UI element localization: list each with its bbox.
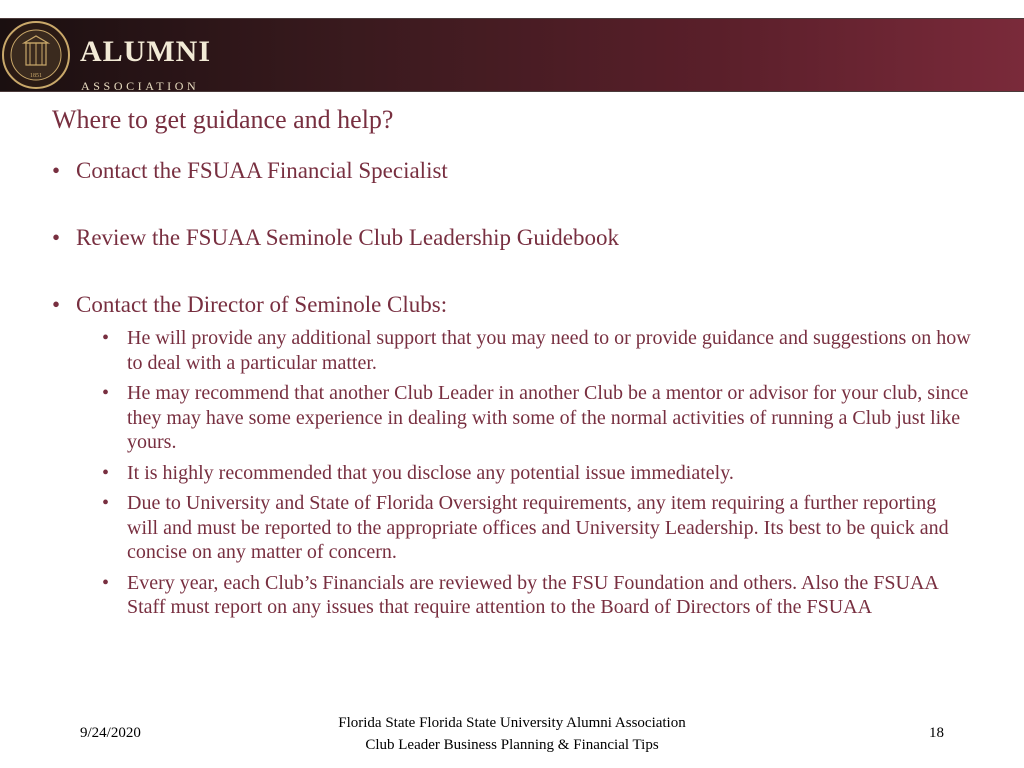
bullet-dot-icon: • xyxy=(102,461,110,484)
header-banner xyxy=(0,18,1024,92)
bullet-item xyxy=(52,223,972,253)
fsu-seal-logo xyxy=(2,21,70,89)
footer-line-1: Florida State Florida State University Alumni Association xyxy=(338,715,686,731)
bullet-text: Contact the Director of Seminole Clubs: xyxy=(76,292,448,317)
bullet-item xyxy=(52,290,972,320)
svg-text:1851: 1851 xyxy=(30,73,42,79)
sub-bullet-item xyxy=(102,571,972,620)
bullet-text: Contact the FSUAA Financial Specialist xyxy=(76,158,448,183)
footer-date: 9/24/2020 xyxy=(80,725,141,741)
bullet-dot-icon: • xyxy=(102,327,110,349)
sub-bullet-item xyxy=(102,491,972,565)
slide-content xyxy=(52,156,972,620)
sub-bullet-text: Every year, each Club’s Financials are reviewed by the FSU Foundation and others. Also the FSUAA Staff must report on any issues that require attention to the Board of Directors of the FSUAA xyxy=(127,571,938,618)
bullet-dot-icon: • xyxy=(52,158,61,183)
footer-center xyxy=(262,712,762,756)
logo-title: ALUMNI xyxy=(80,35,211,68)
page-number: 18 xyxy=(929,725,944,741)
sub-bullet-text: He may recommend that another Club Leader in another Club be a mentor or advisor for your club, since they may have some experience in dealing with some of the normal activities of running a Club just like yours. xyxy=(127,382,969,453)
sub-bullet-item xyxy=(102,381,972,455)
bullet-dot-icon: • xyxy=(102,382,110,404)
bullet-dot-icon: • xyxy=(52,292,61,317)
footer-line-2: Club Leader Business Planning & Financial Tips xyxy=(365,737,659,753)
bullet-dot-icon: • xyxy=(102,492,110,514)
slide-title: Where to get guidance and help? xyxy=(52,105,394,134)
sub-bullet-item xyxy=(102,326,972,375)
bullet-dot-icon: • xyxy=(102,571,110,594)
bullet-item xyxy=(52,156,972,186)
bullet-dot-icon: • xyxy=(52,225,61,250)
sub-bullet-item xyxy=(102,461,972,486)
sub-bullet-text: It is highly recommended that you disclose any potential issue immediately. xyxy=(127,461,734,484)
bullet-text: Review the FSUAA Seminole Club Leadership Guidebook xyxy=(76,225,619,250)
logo-subtitle: ASSOCIATION xyxy=(81,79,200,93)
sub-bullet-text: He will provide any additional support that you may need to or provide guidance and suggestions on how to deal with a particular matter. xyxy=(127,327,971,374)
sub-bullet-text: Due to University and State of Florida Oversight requirements, any item requiring a further reporting will and must be reported to the appropriate offices and University Leadership. Its best to be quick and concise on any matter of concern. xyxy=(127,492,949,563)
